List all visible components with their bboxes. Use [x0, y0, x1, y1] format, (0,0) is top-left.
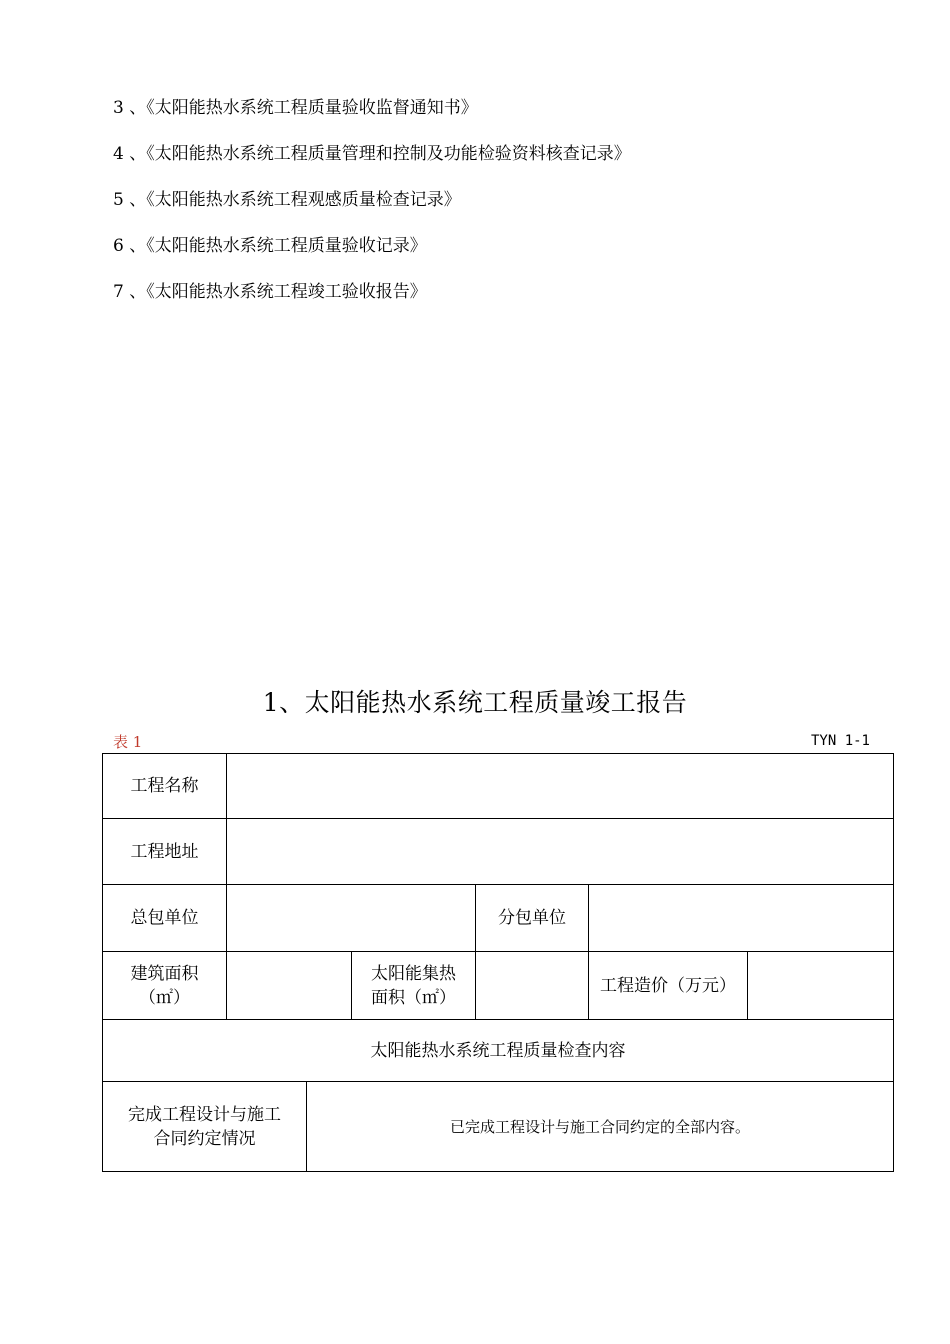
completion-label-line1: 完成工程设计与施工	[128, 1104, 281, 1125]
building-area-label-line1: 建筑面积	[130, 963, 199, 984]
subcontractor-field[interactable]	[589, 885, 893, 951]
list-item: 5 、《太阳能热水系统工程观感质量检查记录》	[113, 190, 461, 210]
list-item: 3 、《太阳能热水系统工程质量验收监督通知书》	[113, 98, 478, 118]
completion-report-form	[102, 753, 894, 1172]
collector-area-label	[352, 952, 475, 1019]
project-name-field[interactable]	[227, 754, 893, 818]
collector-area-label-line1: 太阳能集热	[371, 963, 456, 984]
list-item: 6 、《太阳能热水系统工程质量验收记录》	[113, 236, 427, 256]
general-contractor-label: 总包单位	[130, 908, 199, 928]
form-code: TYN 1-1	[810, 733, 870, 749]
table-label: 表 1	[113, 733, 143, 751]
collector-area-field[interactable]	[476, 952, 588, 1019]
report-title: 1、太阳能热水系统工程质量竣工报告	[262, 688, 688, 717]
project-address-label: 工程地址	[130, 841, 199, 862]
completion-status-value[interactable]: 已完成工程设计与施工合同约定的全部内容。	[449, 1117, 750, 1136]
building-area-label	[103, 952, 226, 1019]
building-area-field[interactable]	[227, 952, 351, 1019]
general-contractor-field[interactable]	[227, 885, 475, 951]
project-address-field[interactable]	[227, 819, 893, 884]
completion-status-label	[103, 1082, 306, 1171]
subcontractor-label: 分包单位	[498, 908, 566, 928]
list-item: 7 、《太阳能热水系统工程竣工验收报告》	[113, 282, 427, 302]
collector-area-label-line2: 面积（㎡）	[371, 987, 456, 1008]
completion-label-line2: 合同约定情况	[153, 1128, 256, 1149]
project-name-label: 工程名称	[130, 776, 199, 796]
project-cost-field[interactable]	[748, 952, 893, 1019]
document-list	[113, 98, 631, 328]
list-item: 4 、《太阳能热水系统工程质量管理和控制及功能检验资料核查记录》	[113, 144, 631, 164]
project-cost-label: 工程造价（万元）	[600, 975, 736, 996]
inspection-heading: 太阳能热水系统工程质量检查内容	[370, 1040, 626, 1061]
building-area-label-line2: （㎡）	[139, 987, 190, 1008]
